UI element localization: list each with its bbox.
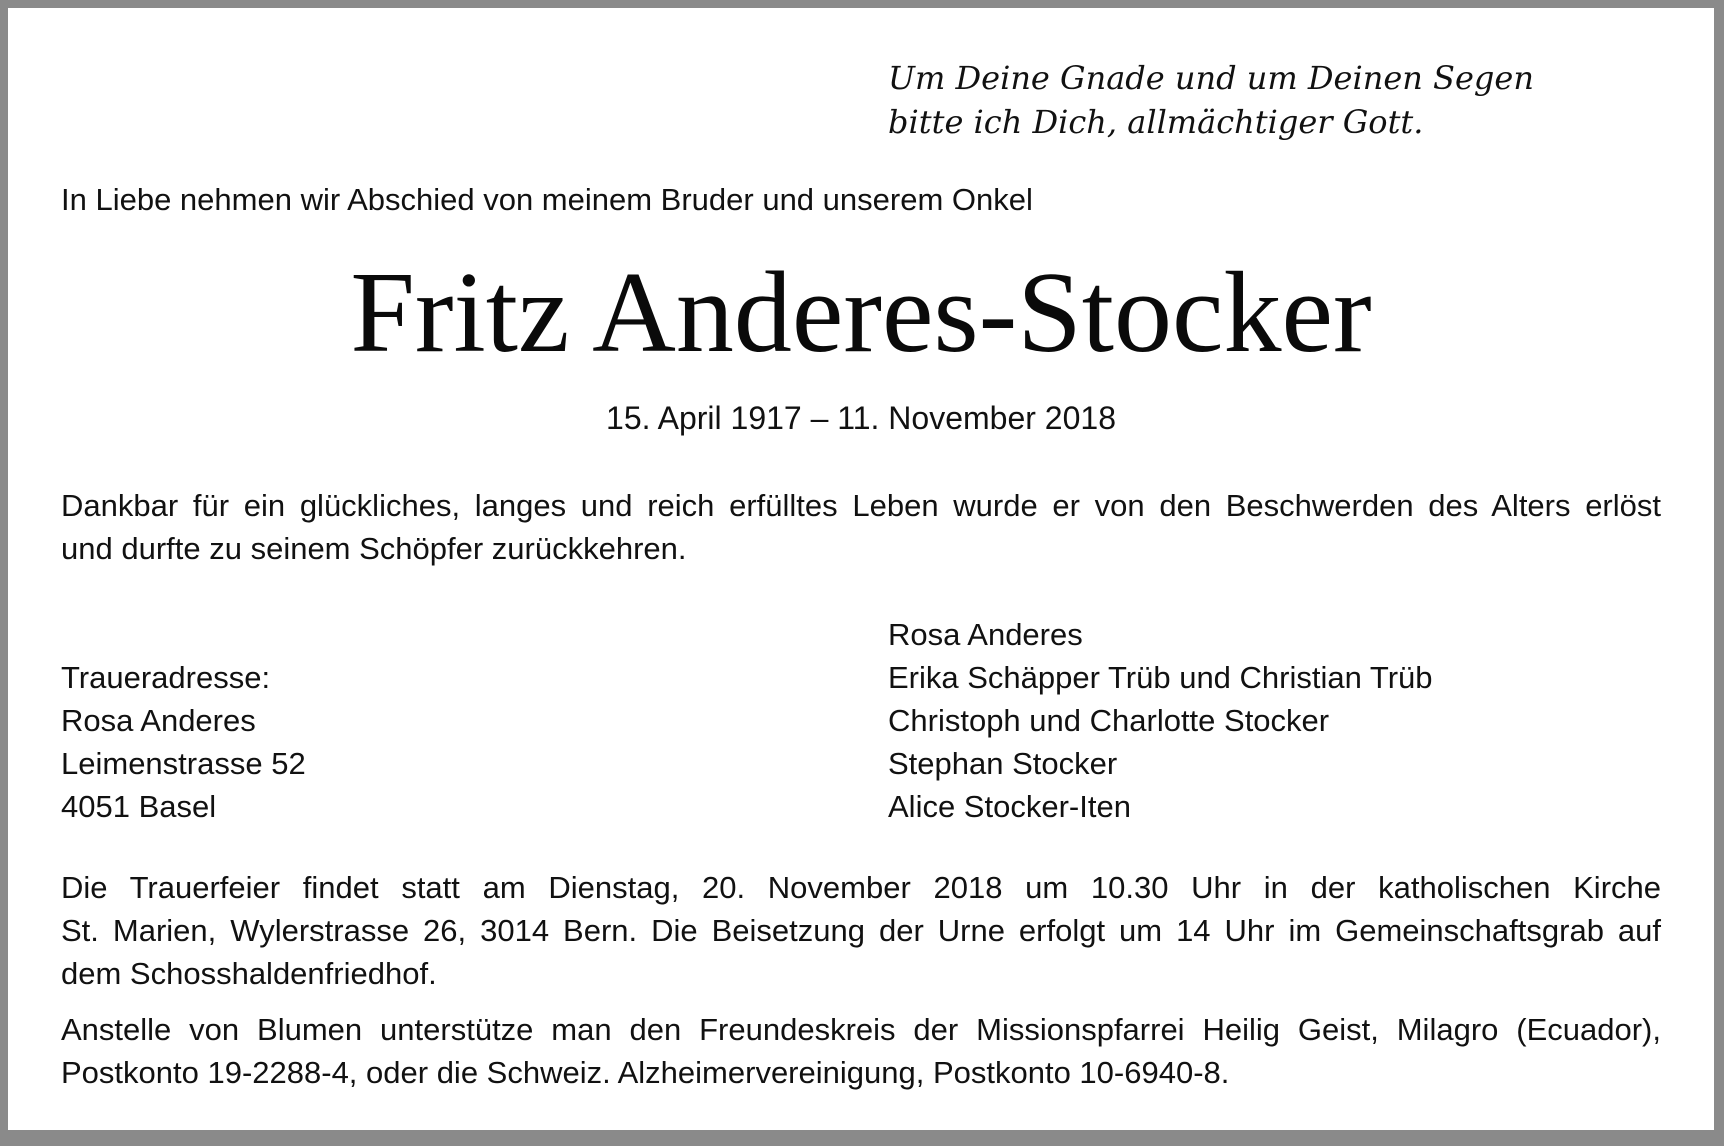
paragraph-line: Postkonto 19-2288-4, oder die Schweiz. Alzheimervereinigung, Postkonto 10-6940-8. [61,1055,1230,1090]
deceased-name: Fritz Anderes-Stocker [350,249,1372,377]
address-street: Leimenstrasse 52 [61,746,306,781]
mourner-name: Christoph und Charlotte Stocker [888,703,1330,738]
life-dates: 15. April 1917 – 11. November 2018 [606,400,1116,436]
address-label: Traueradresse: [61,660,271,695]
funeral-paragraph [61,866,1661,995]
paragraph-line: Die Trauerfeier findet statt am Dienstag, 20. November 2018 um 10.30 Uhr in der katholischen Kirche [61,870,1661,905]
address-city: 4051 Basel [61,789,217,824]
obituary-card [8,8,1714,1130]
paragraph-line: St. Marien, Wylerstrasse 26, 3014 Bern. Die Beisetzung der Urne erfolgt um 14 Uhr im Gemeinschaftsgrab auf [61,913,1661,948]
paragraph-line: dem Schosshaldenfriedhof. [61,956,437,991]
thanks-paragraph [61,484,1661,570]
paragraph-line: Anstelle von Blumen unterstütze man den Freundeskreis der Missionspfarrei Heilig Geist, Milagro (Ecuador), [61,1012,1661,1047]
mourners-list [888,613,1433,828]
donation-paragraph [61,1008,1661,1094]
mourner-name: Alice Stocker-Iten [888,789,1131,824]
intro-text: In Liebe nehmen wir Abschied von meinem Bruder und unserem Onkel [61,182,1033,217]
motto-line: bitte ich Dich, allmächtiger Gott. [888,103,1424,141]
address-name: Rosa Anderes [61,703,256,738]
paragraph-line: und durfte zu seinem Schöpfer zurückkehren. [61,531,687,566]
mourner-name: Rosa Anderes [888,617,1083,652]
mourner-name: Erika Schäpper Trüb und Christian Trüb [888,660,1433,695]
motto-line: Um Deine Gnade und um Deinen Segen [888,59,1534,97]
mourner-name: Stephan Stocker [888,746,1118,781]
mourning-address [61,656,306,828]
paragraph-line: Dankbar für ein glückliches, langes und reich erfülltes Leben wurde er von den Beschwerden des Alters erlöst [61,488,1661,523]
motto-verse [888,56,1534,144]
